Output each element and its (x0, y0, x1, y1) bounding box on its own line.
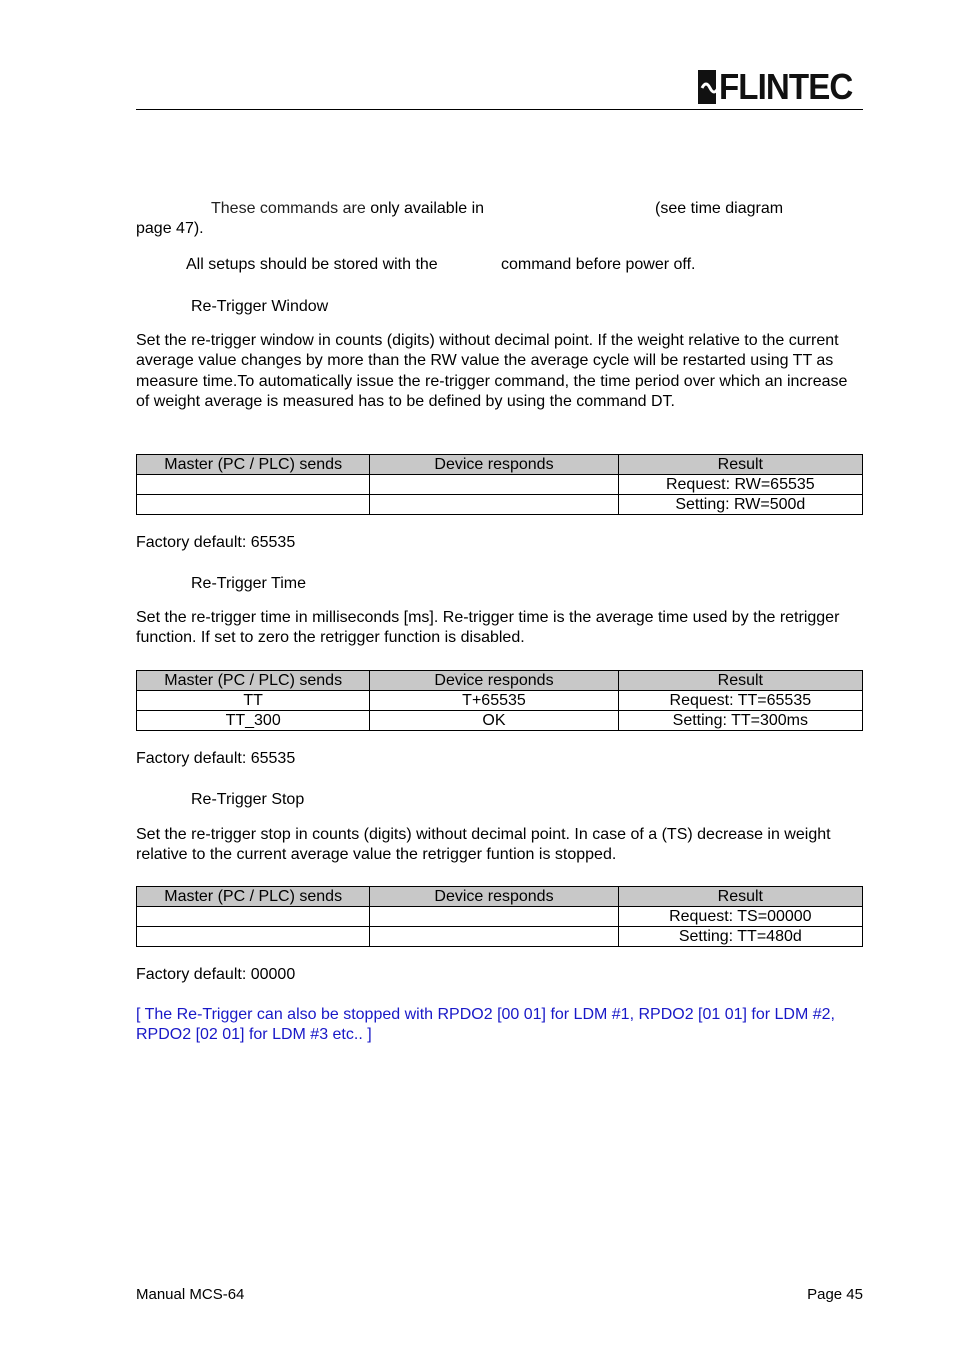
table-header-row (137, 671, 863, 691)
table-header-row (137, 455, 863, 475)
table-row (137, 495, 863, 515)
factory-default-ts: Factory default: 00000 (136, 966, 296, 983)
table-header-cell: Result (618, 455, 862, 475)
table-cell: Setting: TT=300ms (618, 711, 862, 731)
section-body-ts: Set the re-trigger stop in counts (digits) without decimal point. In case of a (TS) decrease in weight relative to the current average value the retrigger funtion is stopped. (136, 826, 831, 864)
flintec-logo (698, 66, 864, 107)
table-row (137, 927, 863, 947)
section-heading-rw: Re-Trigger Window (191, 298, 329, 315)
section-heading-ts: Re-Trigger Stop (191, 791, 305, 808)
table-cell (137, 475, 370, 495)
table-header-cell: Master (PC / PLC) sends (137, 671, 370, 691)
footer-page-number: Page 45 (807, 1286, 863, 1303)
flintec-wave-icon (698, 70, 716, 104)
table-header-cell: Master (PC / PLC) sends (137, 887, 370, 907)
table-cell (370, 927, 618, 947)
table-row (137, 907, 863, 927)
note-availability-page: page 47). (136, 220, 204, 237)
note-availability-ref: (see time diagram (655, 200, 784, 217)
rpdo2-note: [ The Re-Trigger can also be stopped with RPDO2 [00 01] for LDM #1, RPDO2 [01 01] for LDM #2, RPDO2 [02 01] for LDM #3 etc.. ] (136, 1006, 835, 1044)
table-cell (137, 927, 370, 947)
note-store-a: All setups should be stored with the (186, 256, 438, 273)
footer-manual: Manual MCS-64 (136, 1286, 245, 1303)
table-row (137, 691, 863, 711)
table-header-cell: Device responds (370, 671, 618, 691)
section-body-rw: Set the re-trigger window in counts (digits) without decimal point. If the weight relative to the current average value changes by more than the RW value the average cycle will be restarted using TT as measure time.To automatically issue the re-trigger command, the time period over which an increase of weight average is measured has to be defined by using the command DT. (136, 332, 848, 410)
table-header-cell: Result (618, 887, 862, 907)
table-row (137, 711, 863, 731)
table-cell: Request: TT=65535 (618, 691, 862, 711)
factory-default-rw: Factory default: 65535 (136, 534, 296, 551)
table-cell (137, 907, 370, 927)
note-store-b: command before power off. (501, 256, 696, 273)
logo-text: FLINTEC (719, 66, 853, 107)
table-cell: Setting: TT=480d (618, 927, 862, 947)
table-cell (370, 907, 618, 927)
table-cell: Request: RW=65535 (618, 475, 862, 495)
table-header-row (137, 887, 863, 907)
header-rule (136, 109, 863, 110)
table-cell: TT (137, 691, 370, 711)
table-cell (137, 495, 370, 515)
section-heading-tt: Re-Trigger Time (191, 575, 306, 592)
table-cell: TT_300 (137, 711, 370, 731)
command-table-rw (136, 454, 863, 515)
table-cell (370, 475, 618, 495)
command-table-ts (136, 886, 863, 947)
table-header-cell: Device responds (370, 455, 618, 475)
command-table-tt (136, 670, 863, 731)
table-cell: Request: TS=00000 (618, 907, 862, 927)
table-cell: T+65535 (370, 691, 618, 711)
factory-default-tt: Factory default: 65535 (136, 750, 296, 767)
table-cell: OK (370, 711, 618, 731)
note-availability: These commands are only available in (211, 200, 485, 217)
table-header-cell: Result (618, 671, 862, 691)
table-header-cell: Master (PC / PLC) sends (137, 455, 370, 475)
section-body-tt: Set the re-trigger time in milliseconds [ms]. Re-trigger time is the average time used by the retrigger function. If set to zero the retrigger function is disabled. (136, 609, 840, 647)
table-header-cell: Device responds (370, 887, 618, 907)
table-cell: Setting: RW=500d (618, 495, 862, 515)
table-row (137, 475, 863, 495)
table-cell (370, 495, 618, 515)
